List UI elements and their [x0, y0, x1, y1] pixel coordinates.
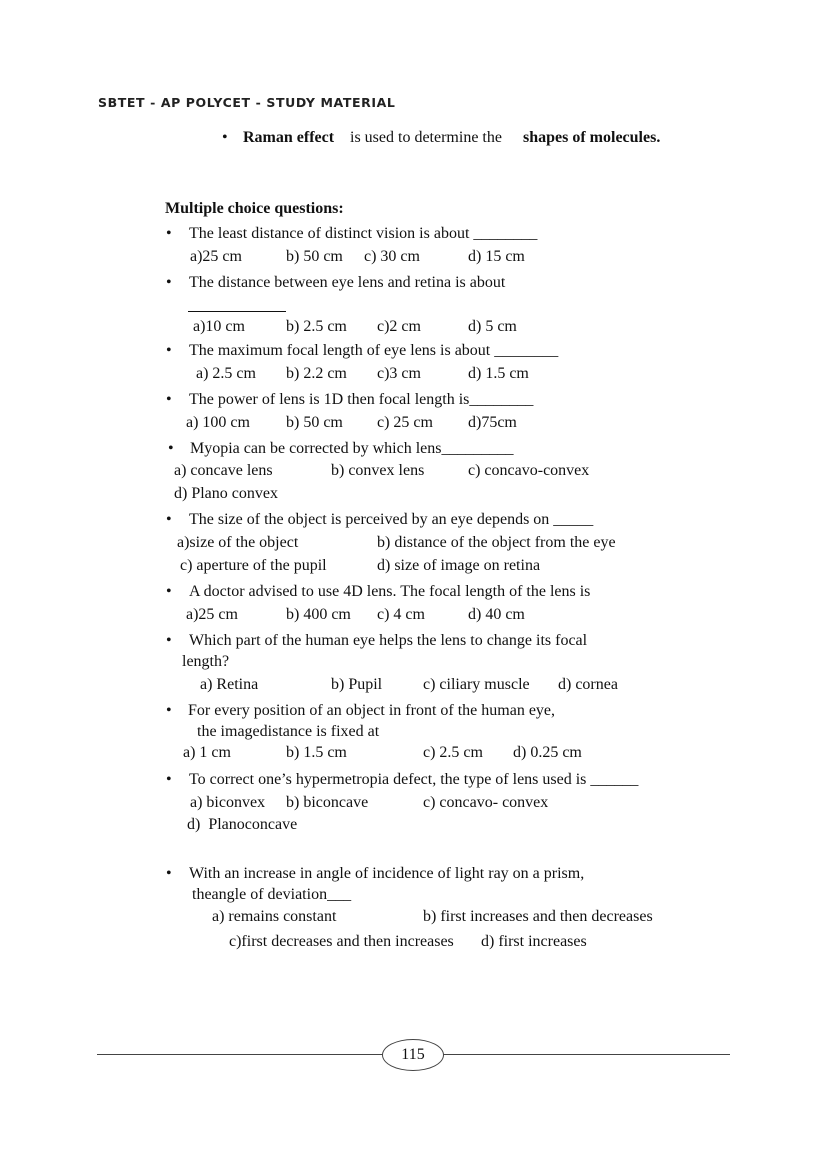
option-d: d) 5 cm [468, 318, 517, 335]
option-a: a)size of the object [177, 534, 299, 551]
bullet-icon: • [166, 702, 172, 719]
question-text: Myopia can be corrected by which lens_________ [190, 440, 514, 457]
bullet-icon: • [222, 129, 228, 146]
option-c: c) concavo-convex [468, 462, 590, 479]
option-d: d) cornea [558, 676, 618, 693]
option-d: d) 40 cm [468, 606, 525, 623]
option-b: b) 50 cm [286, 248, 343, 265]
option-d: d) 1.5 cm [468, 365, 529, 382]
option-a: a)25 cm [190, 248, 242, 265]
bullet-icon: • [168, 440, 174, 457]
option-b: b) Pupil [331, 676, 383, 693]
question-text: With an increase in angle of incidence of light ray on a prism, [189, 865, 585, 882]
bullet-icon: • [166, 342, 172, 359]
option-c: c) ciliary muscle [423, 676, 530, 693]
option-c: c) 25 cm [377, 414, 433, 431]
footer-rule-left [97, 1054, 383, 1055]
option-d: d) Plano convex [174, 485, 278, 502]
option-c: c) 2.5 cm [423, 744, 483, 761]
option-a: a) remains constant [212, 908, 337, 925]
page-number [382, 1039, 444, 1071]
section-title: Multiple choice questions: [165, 200, 344, 217]
option-d: d) Planoconcave [187, 816, 298, 833]
running-header: SBTET - AP POLYCET - STUDY MATERIAL [98, 95, 396, 110]
option-c: c)3 cm [377, 365, 421, 382]
option-b: b) convex lens [331, 462, 425, 479]
option-b: b) 2.2 cm [286, 365, 347, 382]
option-c: c) concavo- convex [423, 794, 549, 811]
intro-object: shapes of molecules. [523, 129, 661, 146]
bullet-icon: • [166, 274, 172, 291]
option-c: c)2 cm [377, 318, 421, 335]
option-d: d) 0.25 cm [513, 744, 582, 761]
footer-rule-right [443, 1054, 730, 1055]
option-d: d)75cm [468, 414, 517, 431]
option-c: c) aperture of the pupil [180, 557, 327, 574]
option-b: b) 1.5 cm [286, 744, 347, 761]
question-text: The power of lens is 1D then focal length is________ [189, 391, 534, 408]
option-a: a) 1 cm [183, 744, 231, 761]
bullet-icon: • [166, 632, 172, 649]
option-a: a) 2.5 cm [196, 365, 256, 382]
option-b: b) biconcave [286, 794, 369, 811]
option-b: b) distance of the object from the eye [377, 534, 616, 551]
question-text-continued: length? [182, 653, 230, 670]
option-a: a) 100 cm [186, 414, 250, 431]
option-a: a) biconvex [190, 794, 266, 811]
option-d: d) 15 cm [468, 248, 525, 265]
option-b: b) first increases and then decreases [423, 908, 653, 925]
page-number-text: 115 [401, 1046, 425, 1063]
bullet-icon: • [166, 771, 172, 788]
option-d: d) first increases [481, 933, 587, 950]
option-c: c)first decreases and then increases [229, 933, 454, 950]
option-b: b) 400 cm [286, 606, 351, 623]
bullet-icon: • [166, 865, 172, 882]
question-text: The size of the object is perceived by an eye depends on _____ [189, 511, 594, 528]
question-text: To correct one’s hypermetropia defect, the type of lens used is ______ [189, 771, 639, 788]
question-text: The maximum focal length of eye lens is about ________ [189, 342, 559, 359]
intro-text: is used to determine the [350, 129, 502, 146]
intro-term: Raman effect [243, 129, 335, 146]
option-a: a)10 cm [193, 318, 245, 335]
option-a: a)25 cm [186, 606, 238, 623]
option-d: d) size of image on retina [377, 557, 541, 574]
bullet-icon: • [166, 583, 172, 600]
option-b: b) 2.5 cm [286, 318, 347, 335]
bullet-icon: • [166, 511, 172, 528]
option-c: c) 30 cm [364, 248, 420, 265]
question-text-continued: theangle of deviation___ [192, 886, 352, 903]
answer-blank [188, 311, 286, 312]
question-text: The distance between eye lens and retina is about [189, 274, 506, 291]
bullet-icon: • [166, 391, 172, 408]
question-text: The least distance of distinct vision is about ________ [189, 225, 538, 242]
option-a: a) Retina [200, 676, 259, 693]
question-text: For every position of an object in front of the human eye, [188, 702, 556, 719]
option-b: b) 50 cm [286, 414, 343, 431]
question-text-continued: the imagedistance is fixed at [197, 723, 380, 740]
option-a: a) concave lens [174, 462, 273, 479]
question-text: Which part of the human eye helps the lens to change its focal [189, 632, 588, 649]
question-text: A doctor advised to use 4D lens. The focal length of the lens is [189, 583, 591, 600]
option-c: c) 4 cm [377, 606, 425, 623]
bullet-icon: • [166, 225, 172, 242]
